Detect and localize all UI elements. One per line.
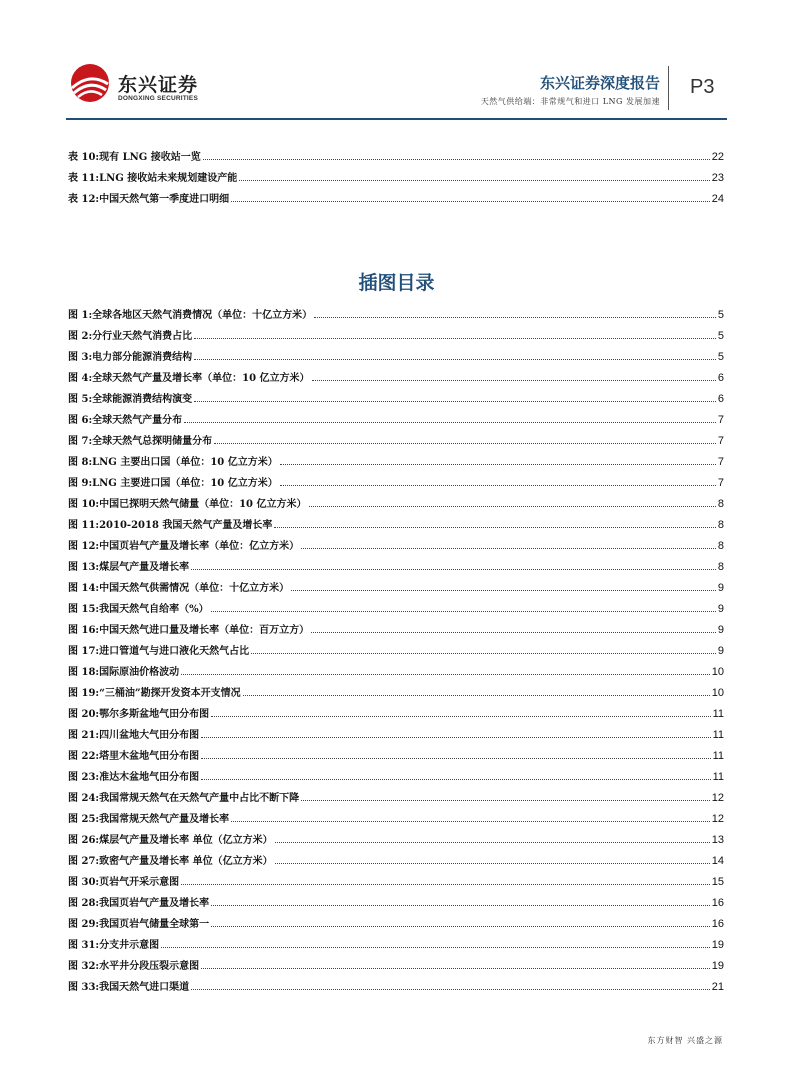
header-divider (668, 66, 669, 110)
toc-dot-leader (291, 590, 716, 591)
header-rule (66, 118, 727, 120)
toc-entry-page: 8 (717, 561, 724, 573)
report-title: 东兴证券深度报告 (539, 74, 660, 92)
toc-entry-page: 5 (717, 351, 724, 363)
toc-entry[interactable] (68, 636, 724, 657)
toc-entry[interactable] (68, 972, 724, 993)
toc-entry-label: 图 28:我国页岩气产量及增长率 (68, 898, 210, 909)
toc-dot-leader (194, 401, 716, 402)
toc-entry[interactable] (68, 825, 724, 846)
dongxing-logo-icon (66, 62, 114, 104)
toc-entry-label: 图 14:中国天然气供需情况（单位：十亿立方米） (68, 583, 290, 594)
toc-entry-label: 图 25:我国常规天然气产量及增长率 (68, 814, 230, 825)
toc-dot-leader (194, 338, 716, 339)
toc-entry-label: 图 33:我国天然气进口渠道 (68, 982, 190, 993)
toc-entry-label: 图 13:煤层气产量及增长率 (68, 562, 190, 573)
toc-entry-label: 图 26:煤层气产量及增长率 单位（亿立方米） (68, 835, 273, 846)
toc-entry-label: 图 1:全球各地区天然气消费情况（单位：十亿立方米） (68, 310, 313, 321)
toc-entry[interactable] (68, 573, 724, 594)
toc-entry-page: 11 (712, 771, 724, 783)
toc-dot-leader (161, 947, 710, 948)
toc-dot-leader (194, 359, 716, 360)
toc-entry[interactable] (68, 342, 724, 363)
toc-entry-page: 15 (711, 876, 724, 888)
toc-dot-leader (211, 716, 710, 717)
figures-section-title: 插图目录 (358, 272, 435, 294)
toc-entry-label: 图 15:我国天然气自给率（%） (68, 604, 209, 615)
toc-dot-leader (191, 569, 716, 570)
toc-entry[interactable] (68, 300, 724, 321)
toc-entry-label: 图 21:四川盆地大气田分布图 (68, 730, 200, 741)
toc-entry-page: 9 (717, 603, 724, 615)
toc-entry[interactable] (68, 678, 724, 699)
toc-entry[interactable] (68, 363, 724, 384)
logo-chinese-name: 东兴证券 (118, 74, 199, 96)
toc-entry-label: 图 22:塔里木盆地气田分布图 (68, 751, 200, 762)
toc-entry-page: 16 (711, 918, 724, 930)
toc-entry-label: 图 6:全球天然气产量分布 (68, 415, 183, 426)
toc-entry[interactable] (68, 489, 724, 510)
toc-dot-leader (239, 180, 709, 181)
toc-entry-label: 图 3:电力部分能源消费结构 (68, 352, 193, 363)
toc-entry-page: 6 (717, 372, 724, 384)
toc-entry-page: 5 (717, 309, 724, 321)
toc-entry[interactable] (68, 888, 724, 909)
logo-english-name: DONGXING SECURITIES (118, 95, 199, 102)
toc-entry[interactable] (68, 384, 724, 405)
toc-dot-leader (311, 632, 716, 633)
toc-entry-label: 图 18:国际原油价格波动 (68, 667, 180, 678)
toc-entry-label: 图 29:我国页岩气储量全球第一 (68, 919, 210, 930)
toc-dot-leader (201, 758, 710, 759)
toc-entry-page: 14 (711, 855, 724, 867)
toc-entry-page: 9 (717, 645, 724, 657)
toc-entry-label: 图 16:中国天然气进口量及增长率（单位：百万立方） (68, 625, 310, 636)
toc-entry[interactable] (68, 405, 724, 426)
toc-entry[interactable] (68, 699, 724, 720)
toc-entry-page: 12 (711, 792, 724, 804)
toc-dot-leader (275, 863, 710, 864)
page-header (0, 0, 793, 120)
toc-entry[interactable] (68, 531, 724, 552)
toc-dot-leader (231, 821, 710, 822)
toc-entry-label: 图 30:页岩气开采示意图 (68, 877, 180, 888)
toc-dot-leader (184, 422, 716, 423)
toc-entry[interactable] (68, 426, 724, 447)
toc-entry-page: 9 (717, 582, 724, 594)
toc-entry-label: 图 7:全球天然气总探明储量分布 (68, 436, 213, 447)
toc-entry-label: 表 11:LNG 接收站未来规划建设产能 (68, 173, 238, 184)
footer-slogan: 东方财智 兴盛之源 (647, 1036, 723, 1045)
toc-dot-leader (280, 485, 716, 486)
toc-dot-leader (201, 968, 710, 969)
toc-entry[interactable] (68, 163, 724, 184)
toc-entry-label: 图 2:分行业天然气消费占比 (68, 331, 193, 342)
toc-dot-leader (211, 926, 710, 927)
toc-entry-page: 24 (711, 193, 724, 205)
toc-entry[interactable] (68, 762, 724, 783)
toc-entry-label: 图 32:水平井分段压裂示意图 (68, 961, 200, 972)
toc-entry-page: 9 (717, 624, 724, 636)
toc-entry-page: 7 (717, 456, 724, 468)
page-number: P3 (690, 76, 715, 98)
toc-dot-leader (201, 779, 710, 780)
toc-dot-leader (231, 201, 710, 202)
report-subtitle: 天然气供给端：非常规气和进口 LNG 发展加速 (480, 97, 660, 106)
toc-entry-page: 6 (717, 393, 724, 405)
toc-entry[interactable] (68, 615, 724, 636)
toc-entry-page: 21 (711, 981, 724, 993)
toc-entry-page: 8 (717, 519, 724, 531)
toc-entry[interactable] (68, 951, 724, 972)
toc-entry-page: 23 (711, 172, 724, 184)
toc-entry-page: 11 (712, 708, 724, 720)
toc-entry[interactable] (68, 867, 724, 888)
tables-toc (68, 142, 724, 205)
toc-entry[interactable] (68, 321, 724, 342)
toc-dot-leader (280, 464, 716, 465)
toc-entry-page: 13 (711, 834, 724, 846)
toc-entry-page: 11 (712, 729, 724, 741)
toc-entry-page: 10 (711, 687, 724, 699)
toc-entry[interactable] (68, 447, 724, 468)
toc-dot-leader (301, 800, 710, 801)
toc-entry[interactable] (68, 909, 724, 930)
toc-entry-label: 图 31:分支井示意图 (68, 940, 160, 951)
toc-entry-label: 图 8:LNG 主要出口国（单位：10 亿立方米） (68, 457, 278, 468)
toc-entry[interactable] (68, 184, 724, 205)
toc-entry[interactable] (68, 657, 724, 678)
toc-dot-leader (201, 737, 710, 738)
toc-entry[interactable] (68, 804, 724, 825)
toc-entry-page: 7 (717, 435, 724, 447)
toc-entry-label: 图 17:进口管道气与进口液化天然气占比 (68, 646, 250, 657)
toc-entry-page: 8 (717, 540, 724, 552)
toc-entry-label: 表 10:现有 LNG 接收站一览 (68, 152, 201, 163)
toc-dot-leader (243, 695, 710, 696)
toc-dot-leader (181, 674, 710, 675)
toc-entry-page: 10 (711, 666, 724, 678)
toc-entry-label: 图 12:中国页岩气产量及增长率（单位：亿立方米） (68, 541, 300, 552)
toc-entry-page: 22 (711, 151, 724, 163)
toc-entry[interactable] (68, 468, 724, 489)
toc-dot-leader (274, 527, 715, 528)
toc-dot-leader (203, 159, 710, 160)
toc-entry-label: 图 24:我国常规天然气在天然气产量中占比不断下降 (68, 793, 300, 804)
toc-entry-page: 11 (712, 750, 724, 762)
toc-entry-label: 图 11:2010-2018 我国天然气产量及增长率 (68, 520, 273, 531)
toc-dot-leader (191, 989, 710, 990)
toc-entry-label: 图 20:鄂尔多斯盆地气田分布图 (68, 709, 210, 720)
toc-entry[interactable] (68, 510, 724, 531)
toc-entry[interactable] (68, 741, 724, 762)
toc-entry-page: 7 (717, 414, 724, 426)
toc-dot-leader (275, 842, 710, 843)
toc-entry-page: 19 (711, 939, 724, 951)
toc-entry-label: 图 4:全球天然气产量及增长率（单位：10 亿立方米） (68, 373, 310, 384)
toc-entry-label: 图 23:准达木盆地气田分布图 (68, 772, 200, 783)
toc-entry[interactable] (68, 783, 724, 804)
toc-dot-leader (181, 884, 710, 885)
toc-entry-page: 16 (711, 897, 724, 909)
toc-dot-leader (314, 317, 716, 318)
toc-entry-label: 图 27:致密气产量及增长率 单位（亿立方米） (68, 856, 273, 867)
toc-dot-leader (211, 611, 716, 612)
figures-toc (68, 300, 724, 993)
toc-entry-label: 图 19:“三桶油”勘探开发资本开支情况 (68, 688, 241, 699)
toc-entry[interactable] (68, 846, 724, 867)
toc-entry-label: 图 10:中国已探明天然气储量（单位：10 亿立方米） (68, 499, 307, 510)
toc-entry-label: 表 12:中国天然气第一季度进口明细 (68, 194, 230, 205)
toc-entry-page: 19 (711, 960, 724, 972)
toc-entry[interactable] (68, 720, 724, 741)
toc-entry-page: 8 (717, 498, 724, 510)
toc-dot-leader (214, 443, 716, 444)
toc-entry[interactable] (68, 594, 724, 615)
toc-entry-page: 5 (717, 330, 724, 342)
toc-entry[interactable] (68, 552, 724, 573)
toc-entry-page: 12 (711, 813, 724, 825)
toc-dot-leader (211, 905, 710, 906)
toc-entry[interactable] (68, 930, 724, 951)
toc-dot-leader (312, 380, 716, 381)
toc-dot-leader (251, 653, 716, 654)
toc-entry-page: 7 (717, 477, 724, 489)
toc-entry-label: 图 5:全球能源消费结构演变 (68, 394, 193, 405)
toc-dot-leader (301, 548, 716, 549)
toc-dot-leader (309, 506, 716, 507)
toc-entry[interactable] (68, 142, 724, 163)
toc-entry-label: 图 9:LNG 主要进口国（单位：10 亿立方米） (68, 478, 278, 489)
